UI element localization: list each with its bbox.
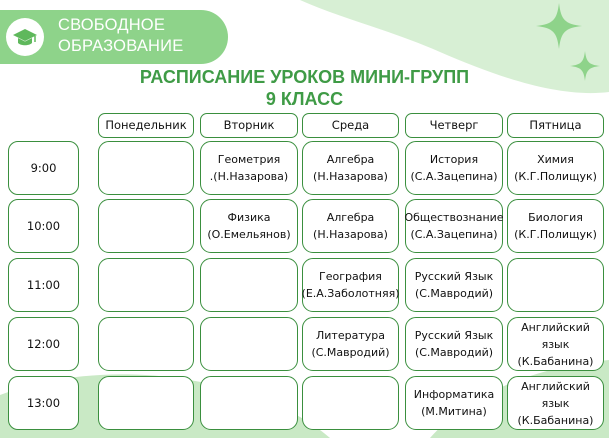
lesson-cell — [200, 317, 298, 371]
lesson-cell — [507, 376, 604, 430]
lesson-subject: Алгебра — [326, 153, 375, 166]
graduation-cap-icon — [6, 18, 44, 56]
lesson-cell — [200, 258, 298, 312]
time-slot: 12:00 — [8, 317, 79, 371]
lesson-cell — [98, 376, 194, 430]
lesson-cell — [200, 376, 298, 430]
lesson-teacher: (С.А.Зацепина) — [410, 228, 498, 241]
lesson-subject: язык — [541, 396, 570, 410]
day-header: Среда — [302, 113, 399, 138]
lesson-cell — [98, 317, 194, 371]
lesson-teacher: (Н.Назарова) — [313, 170, 388, 183]
lesson-cell — [405, 317, 503, 371]
lesson-cell — [200, 141, 298, 195]
lesson-cell — [507, 199, 604, 253]
time-slot: 13:00 — [8, 376, 79, 430]
page-title: РАСПИСАНИЕ УРОКОВ МИНИ-ГРУПП — [139, 67, 470, 87]
lesson-teacher: (К.Г.Полищук) — [514, 228, 597, 241]
lesson-teacher: (К.Г.Полищук) — [514, 170, 597, 183]
brand-name — [58, 15, 183, 57]
lesson-teacher: (Е.А.Заболотняя) — [301, 287, 400, 300]
lesson-teacher: (С.А.Зацепина) — [410, 170, 498, 183]
brand-line-1: СВОБОДНОЕ — [58, 16, 166, 34]
day-header: Пятница — [507, 113, 604, 138]
lesson-subject: География — [319, 270, 382, 283]
lesson-teacher: (К.Бабанина) — [517, 413, 594, 427]
lesson-subject: Химия — [537, 153, 574, 166]
lesson-cell — [302, 141, 399, 195]
lesson-cell — [302, 258, 399, 312]
lesson-subject: Обществознание — [404, 211, 504, 224]
page-subtitle: 9 КЛАСС — [265, 89, 344, 109]
lesson-subject: Английский — [521, 320, 590, 334]
lesson-subject: Русский Язык — [414, 329, 494, 342]
lesson-cell — [405, 258, 503, 312]
time-slot: 10:00 — [8, 199, 79, 253]
lesson-subject: Русский Язык — [414, 270, 494, 283]
lesson-cell — [200, 199, 298, 253]
lesson-teacher: .(Н.Назарова) — [209, 170, 289, 183]
lesson-cell — [98, 199, 194, 253]
lesson-cell — [405, 199, 503, 253]
lesson-subject: Английский — [521, 379, 590, 393]
lesson-teacher: (К.Бабанина) — [517, 354, 594, 368]
lesson-teacher: (О.Емельянов) — [207, 228, 291, 241]
lesson-subject: Геометрия — [217, 153, 281, 166]
lesson-cell — [302, 199, 399, 253]
lesson-teacher: (С.Мавродий) — [414, 287, 494, 300]
time-slot: 11:00 — [8, 258, 79, 312]
lesson-teacher: (С.Мавродий) — [414, 346, 494, 359]
lesson-teacher: (М.Митина) — [421, 405, 487, 418]
sparkle-star-icon — [536, 3, 582, 49]
lesson-cell — [302, 317, 399, 371]
lesson-cell — [405, 141, 503, 195]
lesson-cell — [507, 317, 604, 371]
lesson-subject: Биология — [528, 211, 583, 224]
lesson-teacher: (С.Мавродий) — [311, 346, 390, 359]
brand-line-2: ОБРАЗОВАНИЕ — [58, 37, 184, 55]
lesson-subject: Алгебра — [326, 211, 375, 224]
lesson-cell — [507, 258, 604, 312]
lesson-teacher: (Н.Назарова) — [313, 228, 388, 241]
lesson-cell — [507, 141, 604, 195]
lesson-cell — [405, 376, 503, 430]
day-header: Четверг — [405, 113, 503, 138]
lesson-subject: язык — [541, 337, 570, 351]
day-header: Вторник — [200, 113, 298, 138]
day-header: Понедельник — [98, 113, 194, 138]
lesson-subject: Литература — [316, 329, 385, 342]
lesson-subject: Информатика — [413, 388, 495, 401]
lesson-cell — [98, 141, 194, 195]
lesson-cell — [302, 376, 399, 430]
time-slot: 9:00 — [8, 141, 79, 195]
lesson-subject: История — [429, 153, 479, 166]
lesson-cell — [98, 258, 194, 312]
lesson-subject: Физика — [227, 211, 271, 224]
